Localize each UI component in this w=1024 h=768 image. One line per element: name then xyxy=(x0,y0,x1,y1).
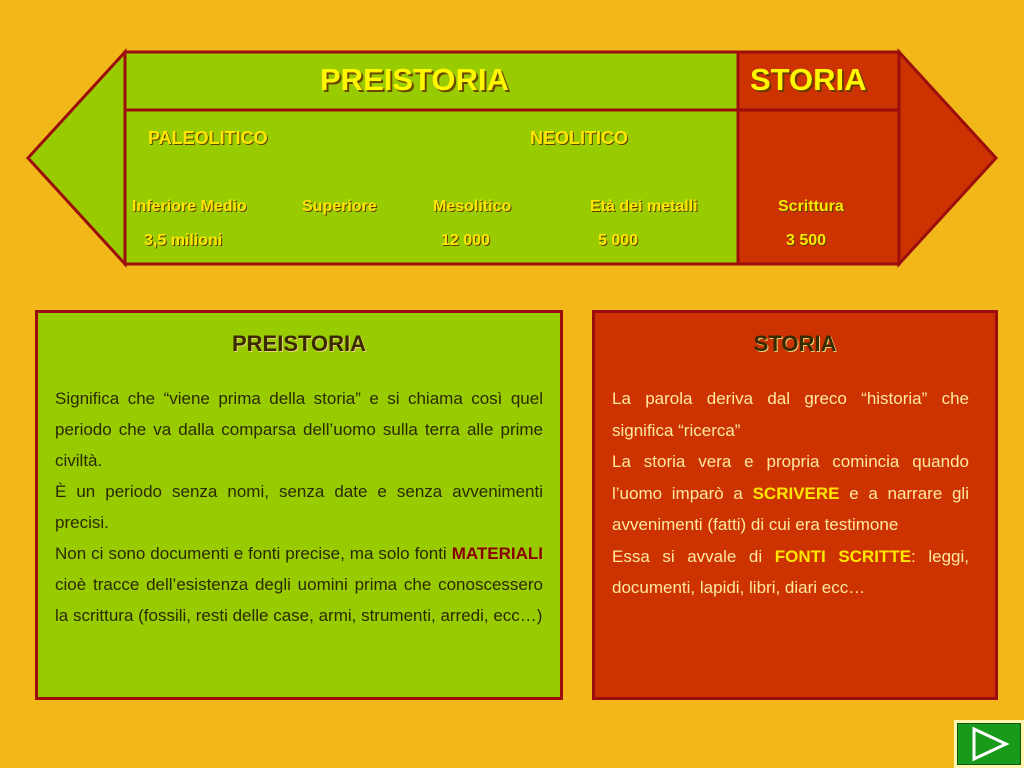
storia-p3-text-b: : leggi, documenti, lapidi, libri, diari ecc… xyxy=(612,546,969,597)
storia-p3-text-a: Essa si avvale di xyxy=(612,546,775,566)
storia-paragraph-3 xyxy=(612,541,969,604)
storia-p2-text-b: e a narrare gli avvenimenti (fatti) di cui era testimone xyxy=(612,483,969,534)
timeline-storia-title: STORIA xyxy=(750,62,867,97)
preistoria-box-content xyxy=(55,383,543,631)
next-slide-button[interactable] xyxy=(954,720,1024,768)
preistoria-paragraph-3 xyxy=(55,538,543,631)
storia-box-title: STORIA xyxy=(753,331,837,356)
sub-eta-metalli: Età dei metalli xyxy=(590,198,698,215)
sub-scrittura: Scrittura xyxy=(778,198,844,215)
preistoria-paragraph-2: È un periodo senza nomi, senza date e senza avvenimenti precisi. xyxy=(55,482,543,532)
preistoria-p3-text-b: cioè tracce dell’esistenza degli uomini prima che conoscessero la scrittura (fossili, resti delle case, armi, strumenti, arredi, ecc…) xyxy=(55,575,543,625)
sub-inferiore-medio: Inferiore Medio xyxy=(132,198,247,215)
storia-paragraph-2 xyxy=(612,446,969,541)
storia-p3-bold: FONTI SCRITTE xyxy=(774,546,912,566)
preistoria-p3-text-a: Non ci sono documenti e fonti precise, ma solo fonti xyxy=(55,544,452,563)
date-5000: 5 000 xyxy=(598,232,639,249)
sub-superiore: Superiore xyxy=(302,198,377,215)
date-3500: 3 500 xyxy=(786,232,827,249)
storia-paragraph-1: La parola deriva dal greco “historia” che significa “ricerca” xyxy=(612,389,969,440)
timeline-preistoria-title: PREISTORIA xyxy=(320,62,509,97)
era-neolitico: NEOLITICO xyxy=(530,128,628,148)
storia-box-content xyxy=(612,383,969,604)
preistoria-box xyxy=(35,310,563,700)
storia-box xyxy=(592,310,998,700)
preistoria-box-title: PREISTORIA xyxy=(231,331,367,356)
right-arrow-head xyxy=(899,52,996,264)
era-paleolitico: PALEOLITICO xyxy=(148,128,268,148)
date-3-5-milioni: 3,5 milioni xyxy=(144,232,223,249)
sub-mesolitico: Mesolitico xyxy=(433,198,512,215)
next-slide-button-face[interactable] xyxy=(957,723,1021,765)
storia-p2-text-a: La storia vera e propria comincia quando l’uomo imparò a xyxy=(612,452,969,503)
play-triangle-icon xyxy=(958,724,1020,764)
preistoria-p3-bold: MATERIALI xyxy=(451,544,543,563)
storia-p2-bold: SCRIVERE xyxy=(752,483,840,503)
date-12000: 12 000 xyxy=(441,232,490,249)
left-arrow-head xyxy=(28,52,125,264)
preistoria-paragraph-1: Significa che “viene prima della storia” e si chiama così quel periodo che va dalla comparsa dell’uomo sulla terra alle prime civiltà. xyxy=(55,389,543,470)
